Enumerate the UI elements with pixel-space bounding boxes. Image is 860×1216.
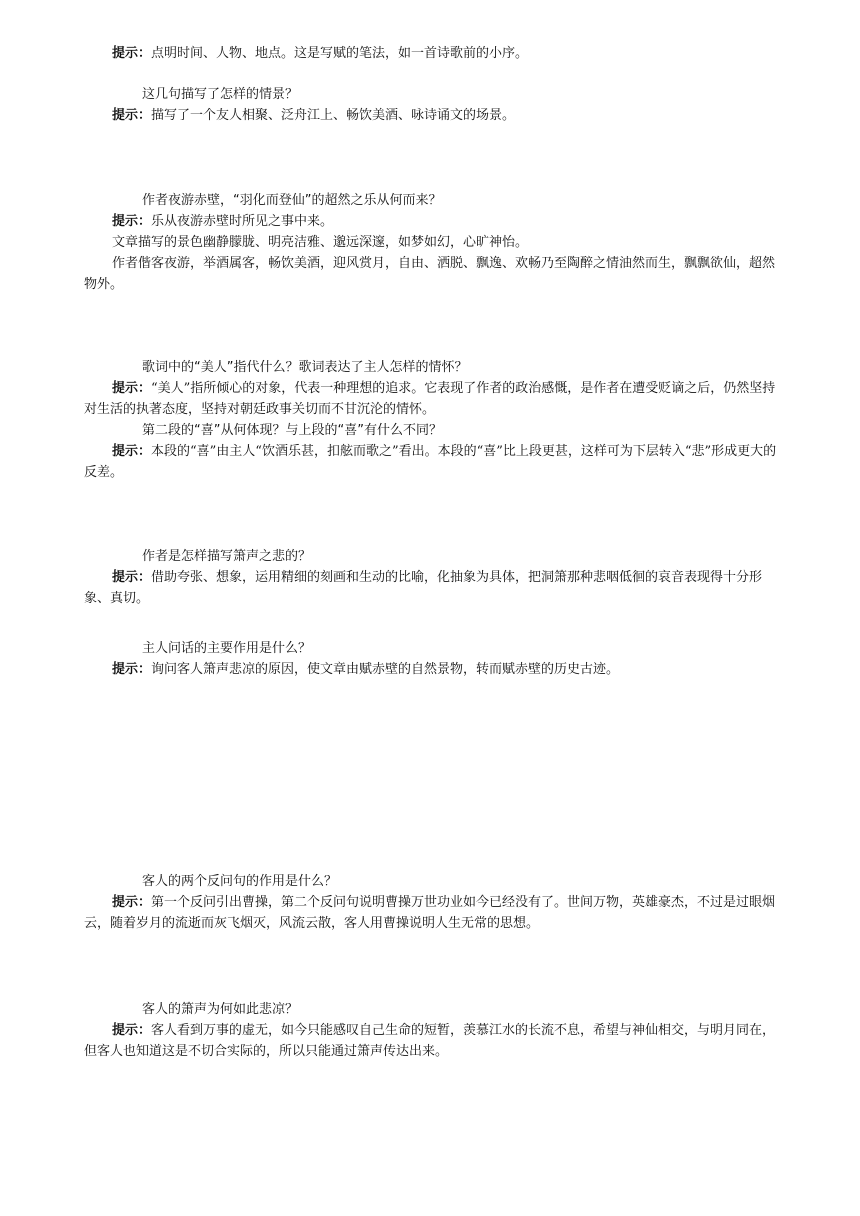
tip-line: [84, 105, 780, 126]
tip-text: 本段的“喜”由主人“饮酒乐甚，扣舷而歌之”看出。本段的“喜”比上段更甚，这样可为下层转入“悲”形成更大的反差。: [84, 444, 777, 480]
tip-label: 提示：: [112, 381, 152, 396]
qa-block-rhetorical: [84, 871, 780, 934]
question: 这几句描写了怎样的情景？: [142, 87, 299, 102]
tip-line: [84, 567, 780, 609]
tip-label: 提示：: [112, 662, 152, 677]
body-line: 文章描写的景色幽静朦胧、明亮洁雅、邈远深邃，如梦如幻，心旷神怡。: [112, 235, 529, 250]
tip-label: 提示：: [112, 214, 152, 229]
tip-text: 描写了一个友人相聚、泛舟江上、畅饮美酒、咏诗诵文的场景。: [151, 108, 516, 123]
question: 歌词中的“美人”指代什么？歌词表达了主人怎样的情怀？: [142, 360, 468, 375]
qa-block-scene: [84, 84, 780, 126]
question: 客人的箫声为何如此悲凉？: [142, 1002, 299, 1017]
tip-label: 提示：: [112, 570, 152, 585]
tip-label: 提示：: [112, 1023, 152, 1038]
tip-line: [84, 441, 780, 483]
question: 第二段的“喜”从何体现？与上段的“喜”有什么不同？: [142, 423, 442, 438]
tip-label: 提示：: [112, 895, 152, 910]
question: 客人的两个反问句的作用是什么？: [142, 874, 338, 889]
tip-label: 提示：: [112, 444, 152, 459]
tip-label: 提示：: [112, 108, 152, 123]
tip-line: [84, 378, 780, 420]
qa-block-host-question: [84, 638, 780, 680]
body-line: 作者偕客夜游，举酒属客，畅饮美酒，迎风赏月，自由、洒脱、飘逸、欢畅乃至陶醉之情油然而生，飘飘欲仙，超然物外。: [84, 256, 776, 292]
qa-block-beauty: [84, 357, 780, 483]
tip-text: 询问客人箫声悲凉的原因，使文章由赋赤壁的自然景物，转而赋赤壁的历史古迹。: [151, 662, 620, 677]
qa-block-joy: [84, 190, 780, 295]
question: 作者是怎样描写箫声之悲的？: [142, 549, 312, 564]
tip-line: [84, 659, 780, 680]
tip-text: 客人看到万事的虚无，如今只能感叹自己生命的短暂，羡慕江水的长流不息，希望与神仙相交，与明月同在，但客人也知道这是不切合实际的，所以只能通过箫声传达出来。: [84, 1023, 776, 1059]
tip-text: “美人”指所倾心的对象，代表一种理想的追求。它表现了作者的政治感慨，是作者在遭受贬谪之后，仍然坚持对生活的执著态度，坚持对朝廷政事关切而不甘沉沦的情怀。: [84, 381, 776, 417]
tip-text: 点明时间、人物、地点。这是写赋的笔法，如一首诗歌前的小序。: [151, 46, 529, 61]
qa-block-sad-flute: [84, 999, 780, 1062]
question: 主人问话的主要作用是什么？: [142, 641, 312, 656]
tip-label: 提示：: [112, 46, 152, 61]
tip-line: [84, 892, 780, 934]
tip-line: [84, 211, 780, 232]
tip-line: [84, 1020, 780, 1062]
tip-line: [84, 43, 780, 64]
qa-block-flute: [84, 546, 780, 609]
tip-text: 借助夸张、想象，运用精细的刻画和生动的比喻，化抽象为具体，把洞箫那种悲咽低徊的哀音表现得十分形象、真切。: [84, 570, 763, 606]
tip-text: 乐从夜游赤壁时所见之事中来。: [151, 214, 334, 229]
tip-text: 第一个反问引出曹操，第二个反问句说明曹操万世功业如今已经没有了。世间万物，英雄豪杰，不过是过眼烟云，随着岁月的流逝而灰飞烟灭，风流云散，客人用曹操说明人生无常的思想。: [84, 895, 776, 931]
answer-block-intro: [84, 43, 780, 64]
question: 作者夜游赤壁，“羽化而登仙”的超然之乐从何而来？: [142, 193, 442, 208]
